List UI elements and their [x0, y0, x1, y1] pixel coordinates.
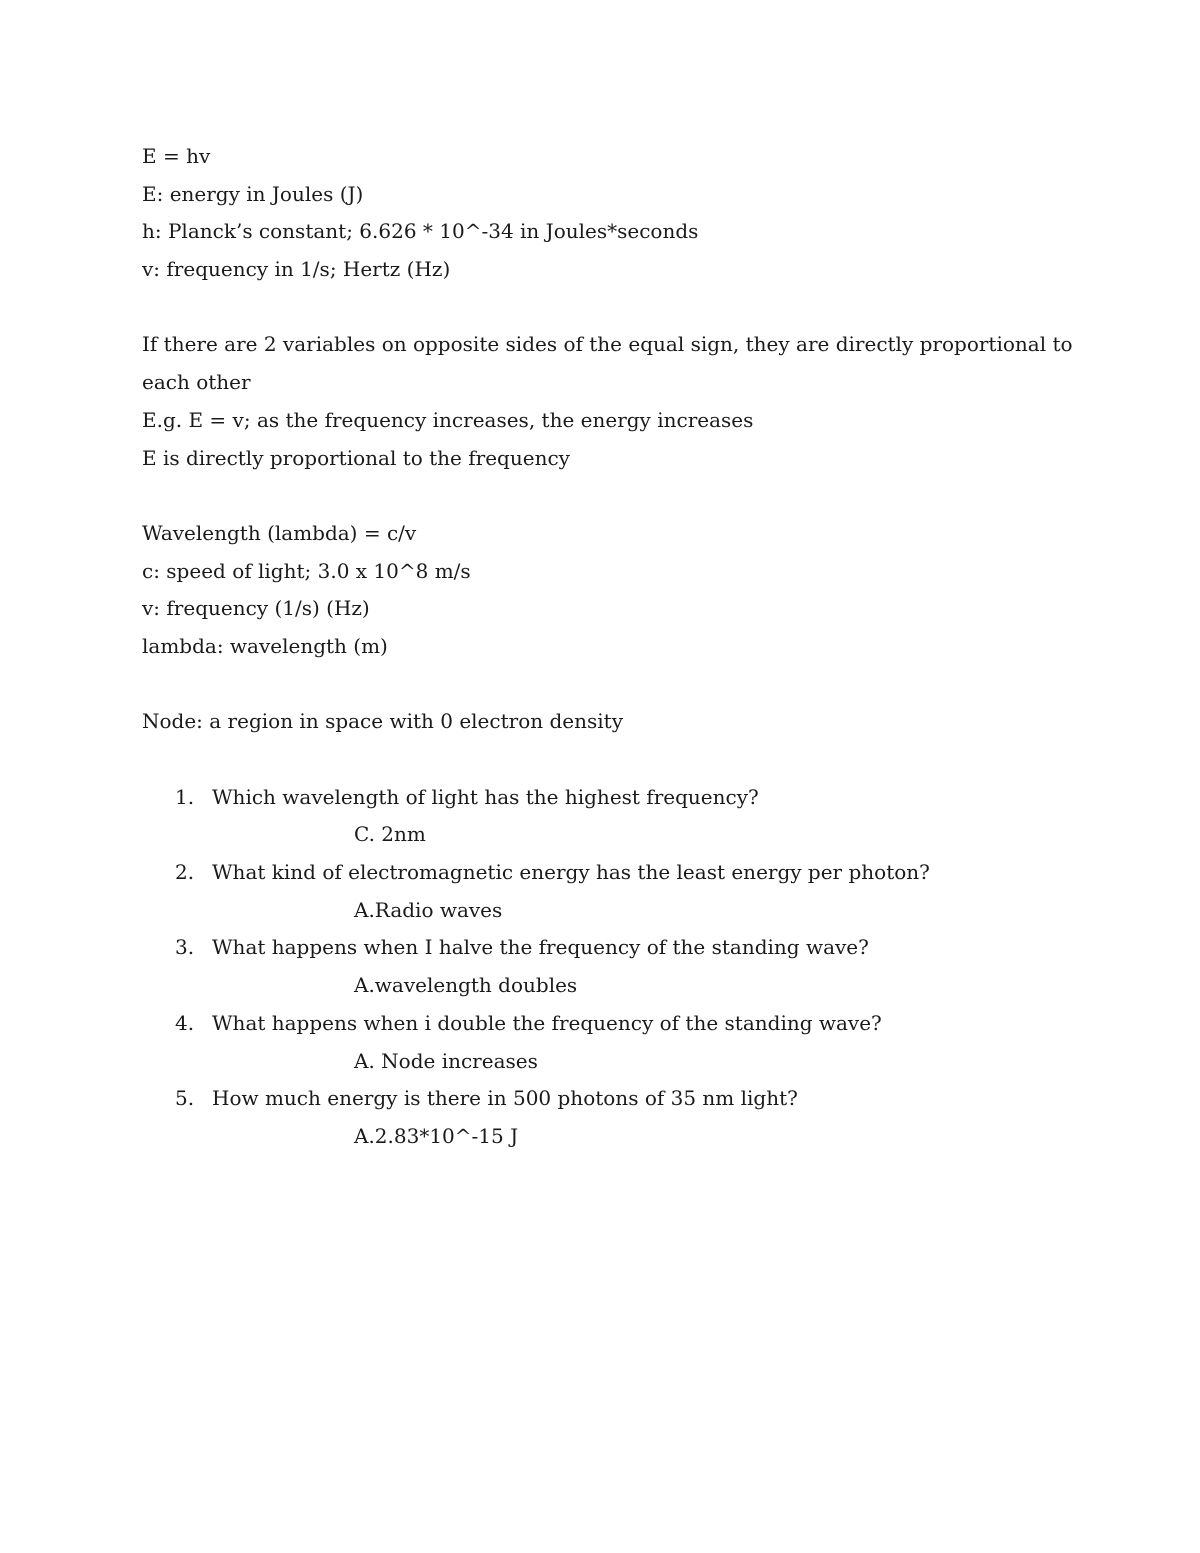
energy-def-v: v: frequency in 1/s; Hertz (Hz) — [142, 257, 451, 282]
question-answer: A.Radio waves — [354, 897, 503, 922]
question-number: 3. — [175, 935, 195, 960]
document-page — [142, 138, 1102, 1156]
question-number: 2. — [175, 860, 195, 885]
question-number: 4. — [175, 1010, 195, 1035]
question-text: How much energy is there in 500 photons of 35 nm light? — [212, 1086, 798, 1111]
question-item — [142, 779, 1102, 854]
question-item — [142, 929, 1102, 1004]
question-text: What happens when i double the frequency of the standing wave? — [212, 1010, 882, 1035]
question-answer: A. Node increases — [354, 1048, 538, 1073]
question-text: Which wavelength of light has the highest frequency? — [212, 784, 759, 809]
question-number: 5. — [175, 1086, 195, 1111]
spacer — [142, 741, 1102, 779]
energy-def-e: E: energy in Joules (J) — [142, 181, 364, 206]
node-definition: Node: a region in space with 0 electron density — [142, 709, 623, 734]
question-item — [142, 1080, 1102, 1155]
question-list — [142, 779, 1102, 1156]
proportionality-conclusion: E is directly proportional to the frequency — [142, 445, 570, 470]
question-answer: A.2.83*10^-15 J — [354, 1123, 519, 1148]
question-number: 1. — [175, 784, 195, 809]
spacer — [142, 289, 1102, 327]
energy-equation: E = hv — [142, 144, 211, 168]
question-text: What happens when I halve the frequency of the standing wave? — [212, 935, 869, 960]
question-item — [142, 854, 1102, 929]
wavelength-def-v: v: frequency (1/s) (Hz) — [142, 596, 370, 621]
spacer — [142, 666, 1102, 704]
wavelength-def-lambda: lambda: wavelength (m) — [142, 633, 388, 658]
proportionality-example: E.g. E = v; as the frequency increases, the energy increases — [142, 407, 754, 432]
wavelength-def-c: c: speed of light; 3.0 x 10^8 m/s — [142, 558, 471, 583]
proportionality-rule: If there are 2 variables on opposite sides of the equal sign, they are directly proportional to each other — [142, 332, 1073, 395]
question-answer: A.wavelength doubles — [354, 973, 578, 998]
question-answer: C. 2nm — [354, 822, 426, 847]
energy-def-h: h: Planck’s constant; 6.626 * 10^-34 in Joules*seconds — [142, 219, 699, 244]
question-item — [142, 1005, 1102, 1080]
question-text: What kind of electromagnetic energy has the least energy per photon? — [212, 860, 930, 885]
spacer — [142, 477, 1102, 515]
wavelength-equation: Wavelength (lambda) = c/v — [142, 520, 417, 545]
